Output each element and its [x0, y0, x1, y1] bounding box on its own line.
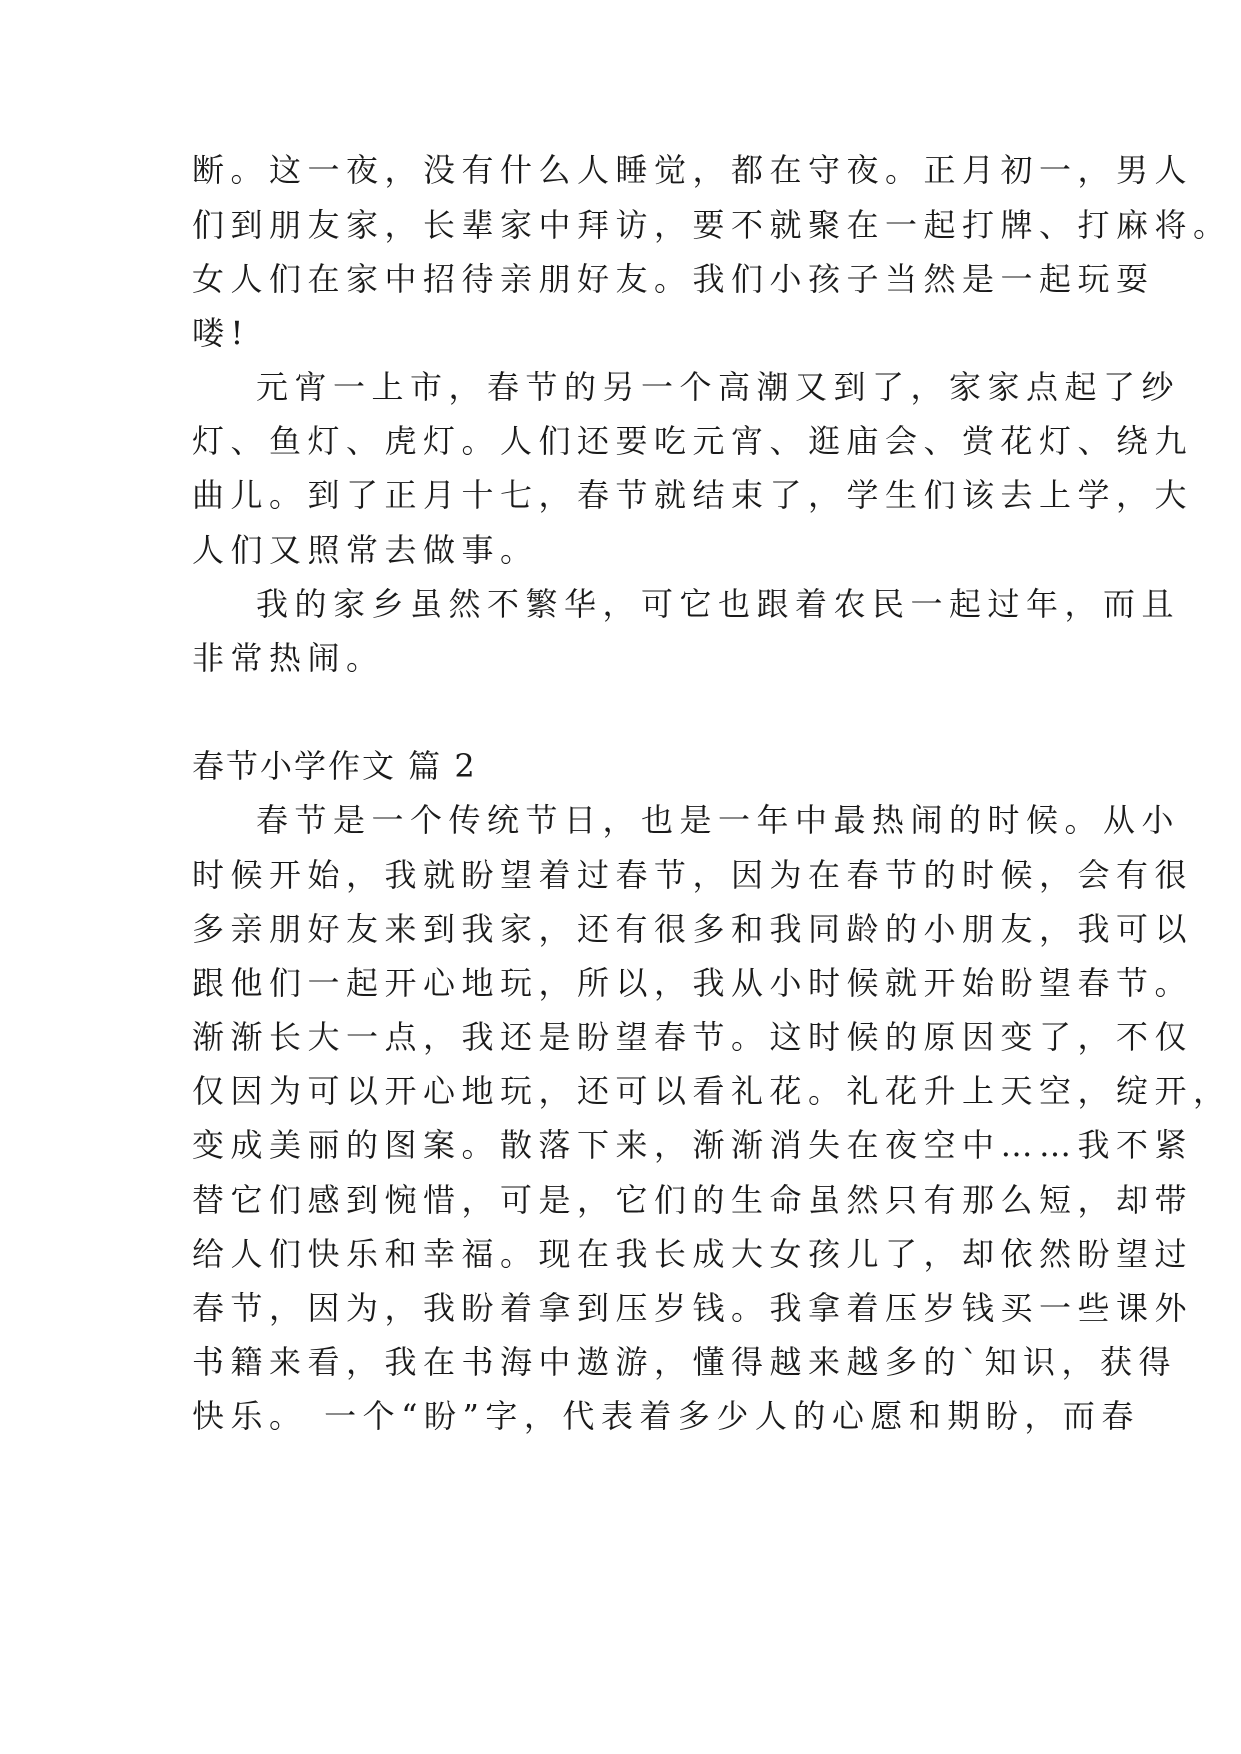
text-line: 非常热闹。	[192, 639, 385, 677]
text-line: 人们又照常去做事。	[192, 531, 539, 569]
text-line: 跟他们一起开心地玩，所以，我从小时候就开始盼望春节。	[192, 964, 1194, 1002]
text-line: 给人们快乐和幸福。现在我长成大女孩儿了，却依然盼望过	[192, 1235, 1194, 1273]
text-line: 时候开始，我就盼望着过春节，因为在春节的时候，会有很	[192, 856, 1194, 894]
text-line: 女人们在家中招待亲朋好友。我们小孩子当然是一起玩耍	[192, 260, 1155, 298]
text-line: 多亲朋好友来到我家，还有很多和我同龄的小朋友，我可以	[192, 910, 1194, 948]
text-line: 渐渐长大一点，我还是盼望春节。这时候的原因变了，不仅	[192, 1018, 1194, 1056]
text-line: 喽!	[192, 314, 250, 352]
text-line: 我的家乡虽然不繁华，可它也跟着农民一起过年，而且	[256, 585, 1181, 623]
text-line: 快乐。 一个“盼”字，代表着多少人的心愿和期盼，而春	[192, 1397, 1140, 1435]
text-line: 春节，因为，我盼着拿到压岁钱。我拿着压岁钱买一些课外	[192, 1289, 1194, 1327]
text-line: 仅因为可以开心地玩，还可以看礼花。礼花升上天空，绽开，	[192, 1072, 1232, 1110]
text-line: 替它们感到惋惜，可是，它们的生命虽然只有那么短，却带	[192, 1181, 1194, 1219]
text-line: 曲儿。到了正月十七，春节就结束了，学生们该去上学，大	[192, 476, 1194, 514]
text-line: 变成美丽的图案。散落下来，渐渐消失在夜空中……我不紧	[192, 1126, 1194, 1164]
text-line: 元宵一上市，春节的另一个高潮又到了，家家点起了纱	[256, 368, 1181, 406]
text-line: 断。这一夜，没有什么人睡觉，都在守夜。正月初一，男人	[192, 151, 1194, 189]
text-line: 们到朋友家，长辈家中拜访，要不就聚在一起打牌、打麻将。	[192, 206, 1232, 244]
text-line: 书籍来看，我在书海中遨游，懂得越来越多的`知识，获得	[192, 1343, 1178, 1381]
text-line: 灯、鱼灯、虎灯。人们还要吃元宵、逛庙会、赏花灯、绕九	[192, 422, 1194, 460]
text-line: 春节是一个传统节日，也是一年中最热闹的时候。从小	[256, 801, 1181, 839]
section-heading: 春节小学作文 篇 2	[192, 747, 477, 785]
